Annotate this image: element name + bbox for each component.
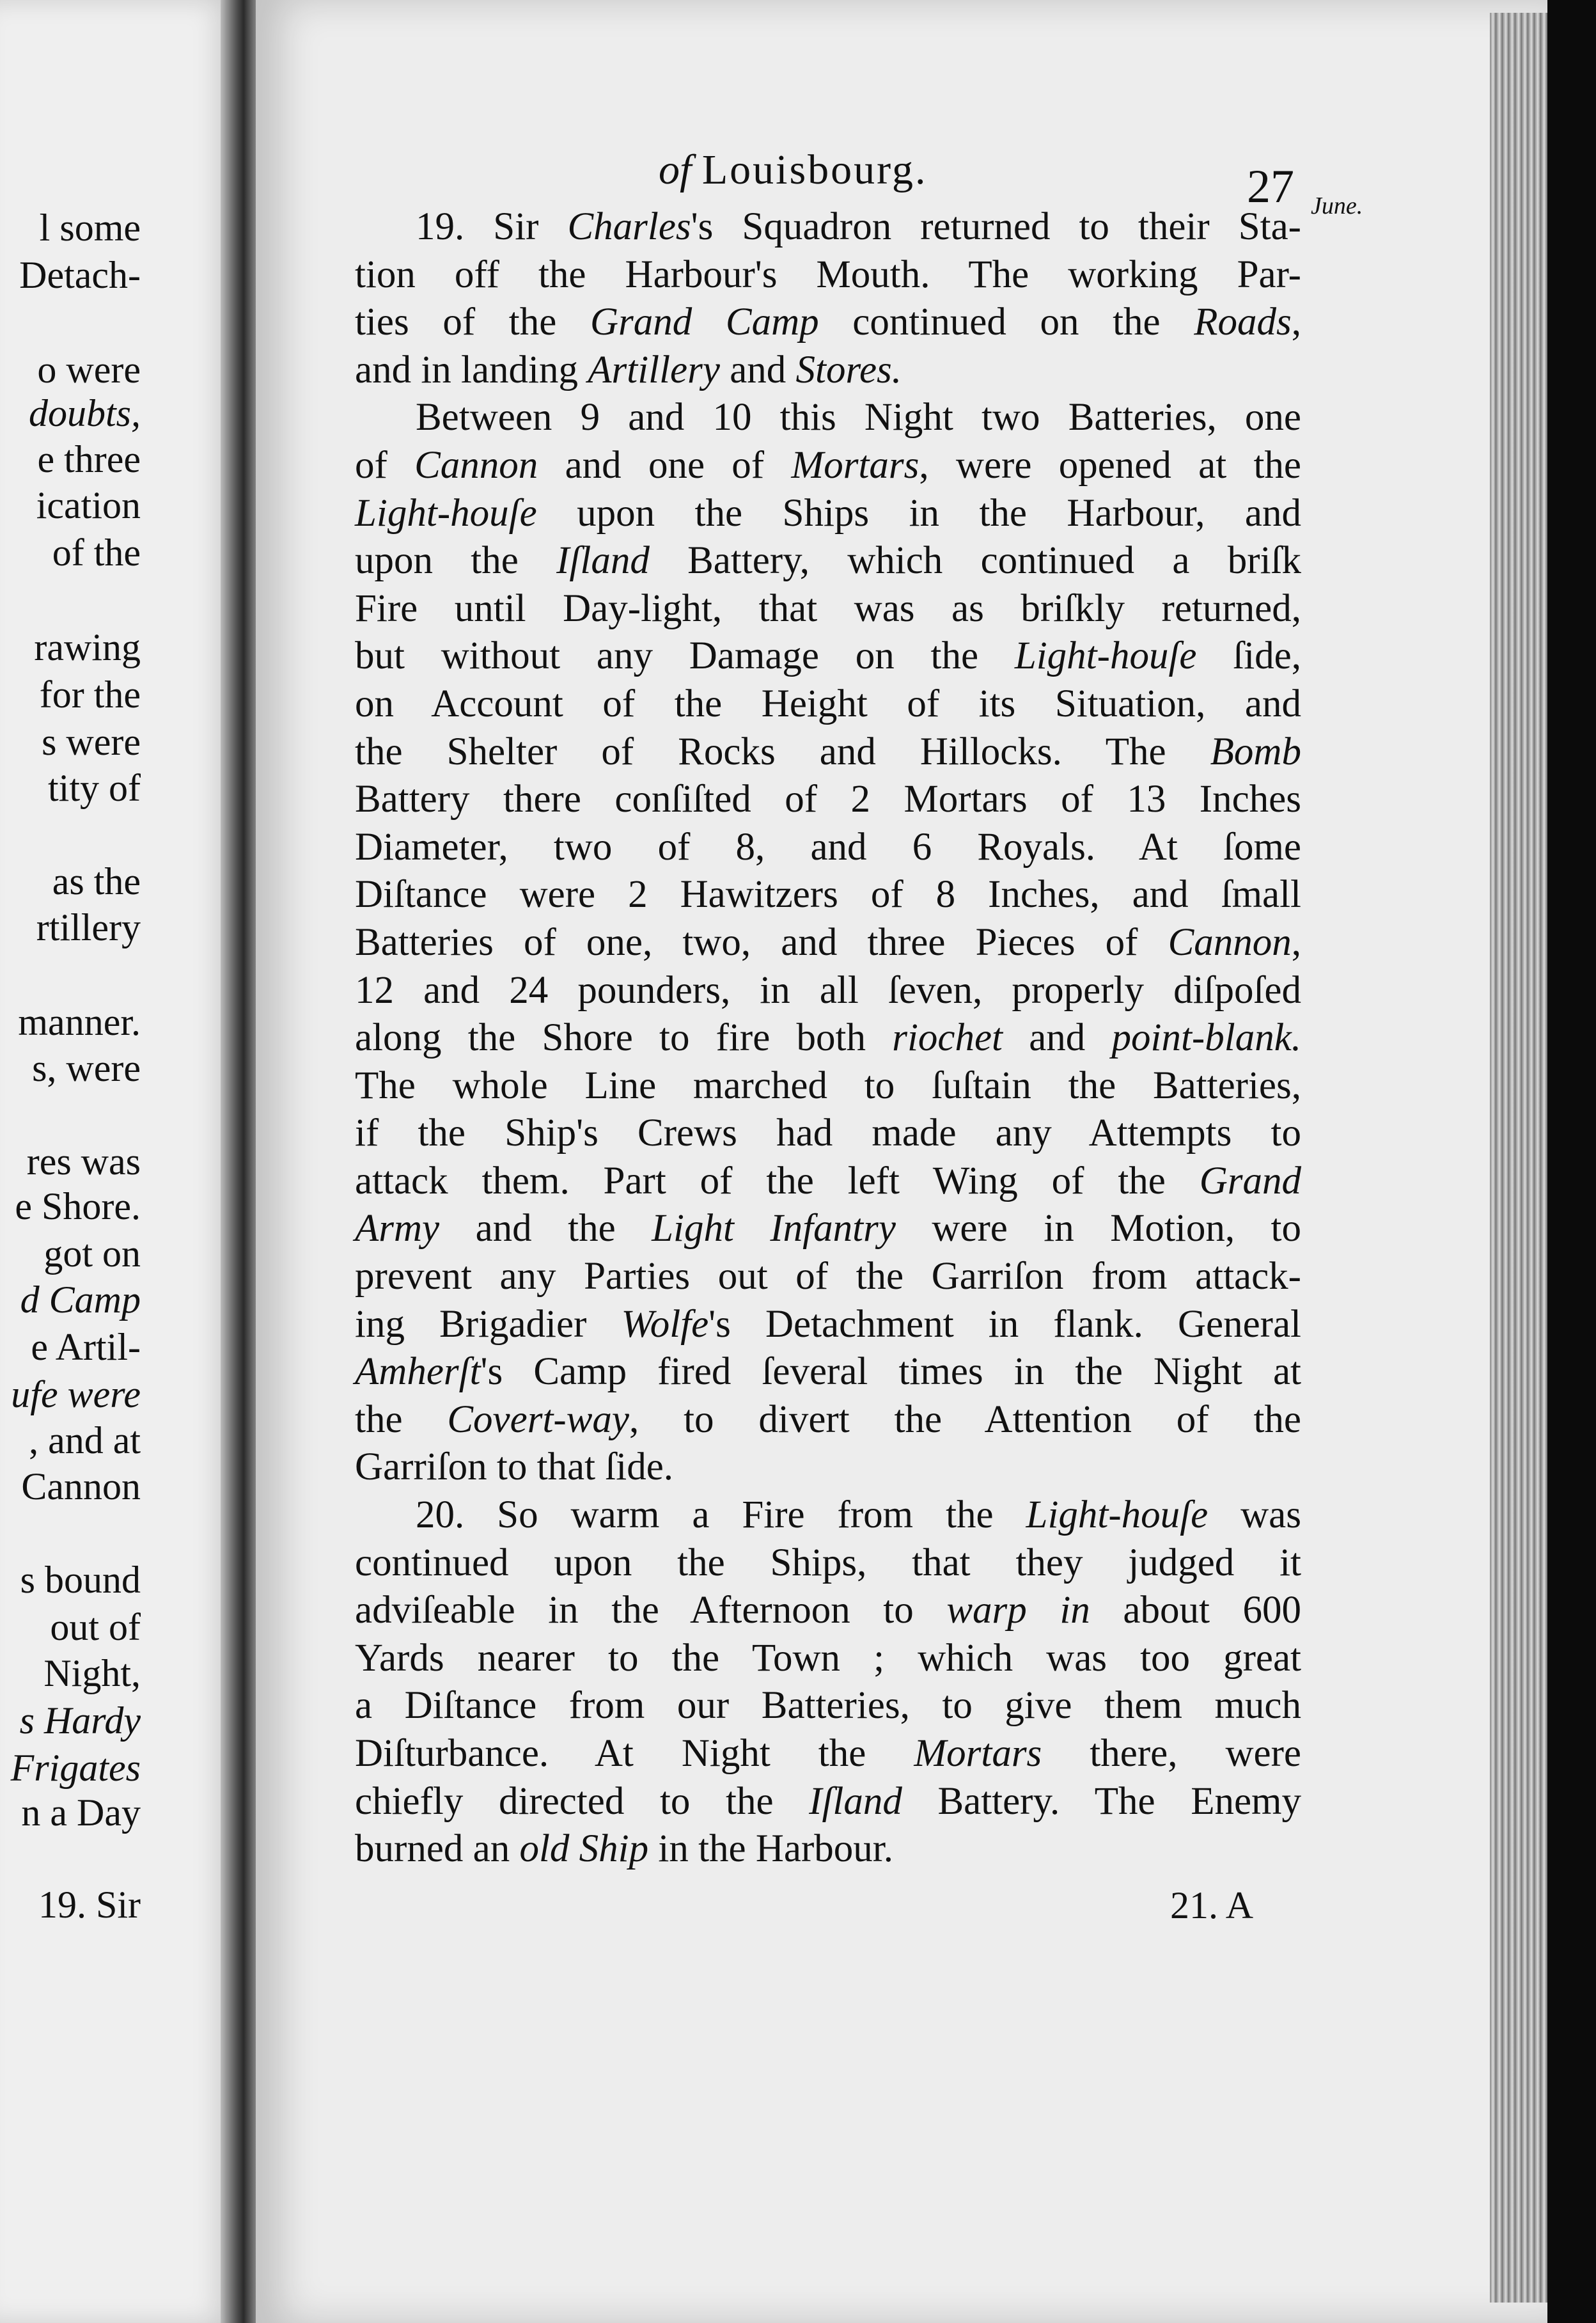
left-page-line: of the: [52, 532, 141, 574]
text-run: continued upon the Ships, that they judged it: [355, 1541, 1301, 1584]
text-run: Diameter, two of 8, and 6 Royals. At ſome: [355, 825, 1301, 869]
text-run: Diſtance were 2 Hawitzers of 8 Inches, and ſmall: [355, 873, 1301, 917]
text-line: [355, 537, 1301, 585]
text-run: Yards nearer to the Town ; which was too great: [355, 1636, 1301, 1680]
text-line: [355, 442, 1301, 490]
left-page-line: Cannon: [21, 1465, 141, 1508]
italic-run: Light-houſe: [1014, 634, 1197, 678]
text-run: The whole Line marched to ſuſtain the Batteries,: [355, 1064, 1301, 1107]
left-page-line: 19. Sir: [38, 1884, 141, 1926]
body-text: [355, 203, 1301, 1873]
text-run: ,: [1291, 920, 1301, 964]
text-line: [355, 1014, 1301, 1062]
background-edge: [1570, 0, 1596, 2323]
left-page-line: e Artil-: [31, 1326, 141, 1368]
left-page-line: s Hardy: [19, 1699, 141, 1742]
text-line: [355, 299, 1301, 347]
text-line: [355, 1635, 1301, 1683]
text-run: Battery, which continued a briſk: [649, 539, 1301, 583]
text-line: [355, 1682, 1301, 1730]
left-page-line: Detach-: [19, 254, 141, 296]
text-run: and the: [439, 1207, 652, 1250]
text-run: Battery. The Enemy: [902, 1779, 1301, 1823]
left-page-line: , and at: [29, 1419, 141, 1461]
italic-run: Artillery: [588, 348, 720, 391]
text-line: [355, 1587, 1301, 1635]
left-page-line: got on: [43, 1232, 141, 1275]
text-line: [355, 776, 1301, 824]
text-line: [355, 1110, 1301, 1158]
text-run: 12 and 24 pounders, in all ſeven, properly diſpoſed: [355, 968, 1301, 1012]
left-page-line: for the: [39, 673, 141, 716]
text-line: [355, 1301, 1301, 1349]
margin-date-note: June.: [1311, 193, 1363, 219]
italic-run: Mortars: [791, 443, 919, 487]
italic-run: Army: [355, 1207, 440, 1250]
left-page-line: rtillery: [36, 906, 141, 949]
text-line: [355, 1062, 1301, 1110]
italic-run: Grand Camp: [590, 301, 819, 344]
text-run: ſide,: [1196, 634, 1301, 678]
running-header: [659, 146, 927, 194]
text-line: [355, 919, 1301, 967]
text-line: [355, 490, 1301, 538]
text-run: was: [1208, 1493, 1302, 1537]
text-run: continued on the: [818, 301, 1194, 344]
left-page-line: o were: [37, 349, 141, 391]
left-page-line: s, were: [32, 1047, 141, 1089]
text-run: the Shelter of Rocks and Hillocks. The: [355, 730, 1210, 773]
italic-run: Covert-way: [447, 1398, 629, 1441]
left-page-line: s were: [42, 721, 141, 763]
text-run: and: [1003, 1016, 1112, 1060]
italic-run: point-blank.: [1111, 1016, 1302, 1060]
left-page-line: n a Day: [21, 1791, 141, 1834]
left-page-line: rawing: [34, 626, 141, 668]
text-run: tion off the Harbour's Mouth. The working Par-: [355, 253, 1301, 296]
text-run: if the Ship's Crews had made any Attempts to: [355, 1112, 1301, 1155]
text-line: [355, 1825, 1301, 1873]
left-page-line: s bound: [20, 1559, 141, 1601]
italic-run: Charles: [567, 205, 691, 248]
left-page-line: e three: [37, 438, 141, 480]
text-run: 's Squadron returned to their Sta-: [691, 205, 1301, 248]
left-page-line: doubts,: [28, 392, 141, 434]
text-run: on Account of the Height of its Situation, and: [355, 682, 1301, 725]
text-line: [355, 394, 1301, 442]
italic-run: Bomb: [1210, 730, 1301, 773]
previous-page: [0, 0, 237, 2323]
text-run: , were opened at the: [919, 443, 1301, 487]
italic-run: warp in: [946, 1589, 1090, 1632]
left-page-line: e Shore.: [15, 1185, 141, 1227]
text-run: ties of the: [355, 301, 590, 344]
text-run: a Diſtance from our Batteries, to give them much: [355, 1684, 1301, 1728]
text-run: Between 9 and 10 this Night two Batteries, one: [416, 396, 1301, 439]
catchword: 21. A: [1170, 1884, 1254, 1926]
left-page-line: l some: [39, 207, 141, 249]
text-run: , to divert the Attention of the: [629, 1398, 1301, 1441]
text-run: Battery there conſiſted of 2 Mortars of 13 Inches: [355, 778, 1301, 821]
text-run: the: [355, 1398, 448, 1441]
text-line: [355, 1444, 1301, 1492]
text-run: and in landing: [355, 348, 588, 391]
italic-run: riochet: [892, 1016, 1003, 1060]
left-page-line: Night,: [43, 1652, 141, 1694]
italic-run: Cannon: [414, 443, 538, 487]
text-line: [355, 1539, 1301, 1587]
text-run: and one of: [538, 443, 792, 487]
text-run: 's Detachment in flank. General: [708, 1302, 1302, 1346]
text-line: [355, 824, 1301, 872]
text-run: adviſeable in the Afternoon to: [355, 1589, 947, 1632]
text-line: [355, 203, 1301, 251]
italic-run: Stores.: [795, 348, 902, 391]
italic-run: Roads: [1194, 301, 1292, 344]
text-line: [355, 1396, 1301, 1444]
text-line: [355, 1492, 1301, 1539]
italic-run: Grand: [1199, 1159, 1301, 1202]
header-title: Louisbourg.: [701, 146, 928, 193]
text-run: along the Shore to fire both: [355, 1016, 893, 1060]
left-page-line: d Camp: [20, 1279, 141, 1321]
text-line: [355, 1205, 1301, 1253]
italic-run: Cannon: [1168, 920, 1292, 964]
text-line: [355, 347, 1301, 395]
italic-run: old Ship: [519, 1827, 649, 1871]
italic-run: Mortars: [914, 1732, 1042, 1775]
text-line: [355, 967, 1301, 1015]
text-run: prevent any Parties out of the Garriſon from attack-: [355, 1255, 1301, 1298]
text-run: of: [355, 443, 415, 487]
text-run: but without any Damage on the: [355, 634, 1015, 678]
text-line: [355, 728, 1301, 776]
italic-run: Light-houſe: [1026, 1493, 1209, 1537]
text-run: and: [719, 348, 796, 391]
text-run: Batteries of one, two, and three Pieces of: [355, 920, 1168, 964]
text-line: [355, 585, 1301, 633]
text-run: Fire until Day-light, that was as briſkly returned,: [355, 587, 1301, 630]
header-of: of: [659, 146, 692, 193]
text-line: [355, 1778, 1301, 1826]
text-line: [355, 251, 1301, 299]
text-run: Diſturbance. At Night the: [355, 1732, 914, 1775]
text-line: [355, 681, 1301, 728]
italic-run: Iſland: [556, 539, 650, 583]
text-run: about 600: [1090, 1589, 1301, 1632]
left-page-line: ufe were: [11, 1373, 141, 1415]
left-page-line: Frigates: [10, 1747, 141, 1789]
text-line: [355, 1158, 1301, 1206]
left-page-line: res was: [26, 1140, 141, 1183]
italic-run: Amherſt: [355, 1350, 481, 1394]
text-run: 19. Sir: [416, 205, 568, 248]
text-run: chiefly directed to the: [355, 1779, 810, 1823]
left-page-line: out of: [50, 1606, 141, 1648]
text-line: [355, 1730, 1301, 1778]
text-run: 's Camp fired ſeveral times in the Night at: [480, 1350, 1301, 1394]
text-run: Garriſon to that ſide.: [355, 1445, 674, 1489]
italic-run: Iſland: [809, 1779, 902, 1823]
left-page-line: tity of: [48, 767, 141, 809]
italic-run: Light-houſe: [355, 491, 537, 535]
text-line: [355, 1348, 1301, 1396]
text-run: there, were: [1042, 1732, 1301, 1775]
italic-run: Light Infantry: [652, 1207, 896, 1250]
text-run: upon the Ships in the Harbour, and: [536, 491, 1301, 535]
text-run: in the Harbour.: [648, 1827, 893, 1871]
text-run: upon the: [355, 539, 557, 583]
page-number: 27: [1247, 161, 1294, 213]
page-edges: [1490, 13, 1547, 2303]
text-line: [355, 871, 1301, 919]
text-run: burned an: [355, 1827, 520, 1871]
text-line: [355, 633, 1301, 681]
text-run: ing Brigadier: [355, 1302, 622, 1346]
book-gutter: [221, 0, 259, 2323]
text-line: [355, 1253, 1301, 1301]
left-page-line: manner.: [18, 1001, 141, 1043]
text-run: ,: [1291, 301, 1302, 344]
text-run: 20. So warm a Fire from the: [416, 1493, 1026, 1537]
left-page-line: as the: [52, 860, 141, 902]
left-page-line: ication: [36, 484, 141, 526]
text-run: were in Motion, to: [895, 1207, 1301, 1250]
text-run: attack them. Part of the left Wing of the: [355, 1159, 1200, 1202]
italic-run: Wolfe: [621, 1302, 709, 1346]
